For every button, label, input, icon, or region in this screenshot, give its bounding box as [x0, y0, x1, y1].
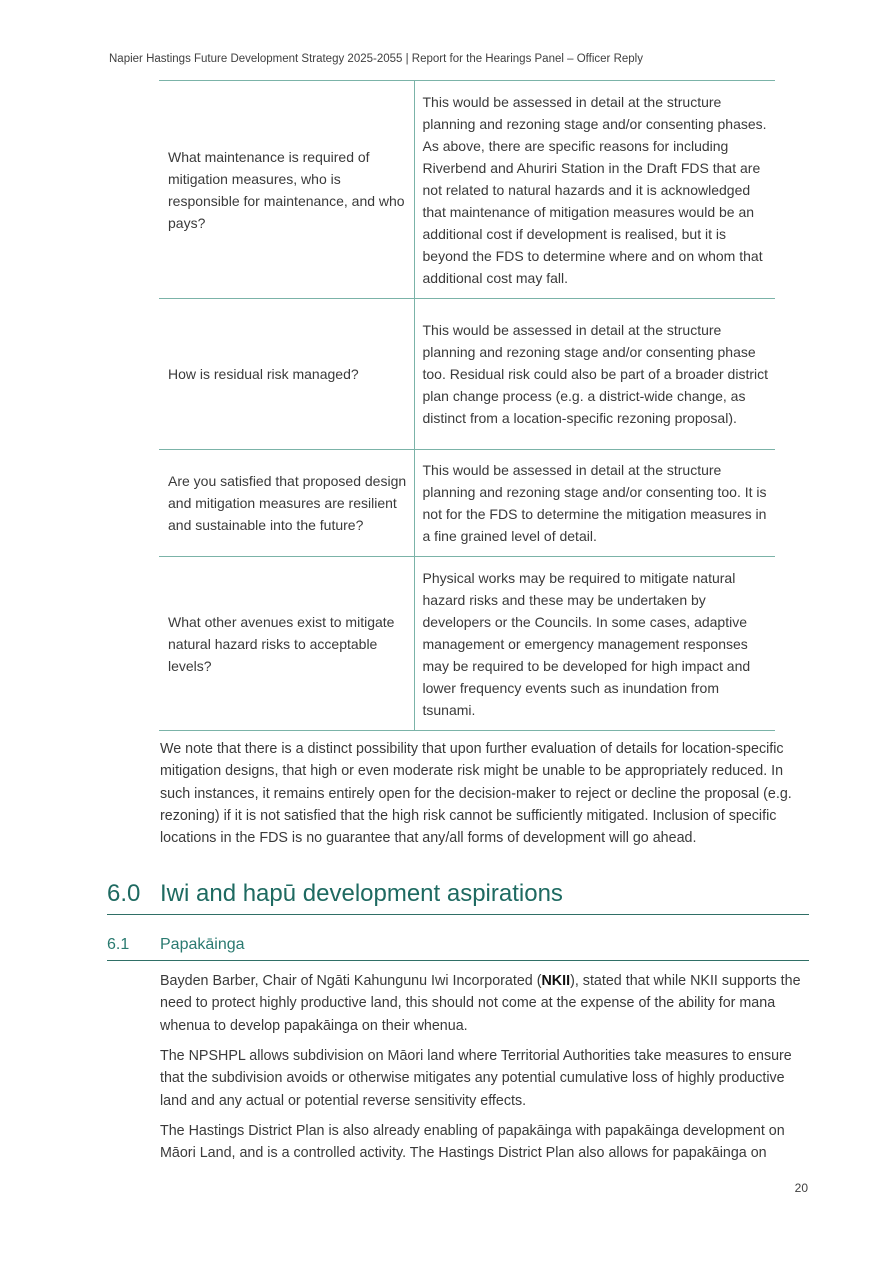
table-row: [159, 299, 775, 450]
bold-acronym: NKII: [541, 973, 571, 989]
running-header: Napier Hastings Future Development Strategy 2025-2055 | Report for the Hearings Panel – Officer Reply: [109, 53, 643, 65]
table-row: [159, 450, 775, 557]
section-number: 6.0: [107, 880, 141, 907]
question-cell: Are you satisfied that proposed design and mitigation measures are resilient and sustainable into the future?: [159, 450, 414, 557]
qa-table: [159, 80, 775, 731]
subsection-heading: [107, 932, 809, 961]
paragraph-text: Bayden Barber, Chair of Ngāti Kahungunu Iwi Incorporated (: [160, 973, 542, 989]
paragraph-nkii: [160, 970, 810, 1037]
subsection-title: Papakāinga: [160, 936, 245, 953]
question-cell: How is residual risk managed?: [159, 299, 414, 450]
question-cell: What other avenues exist to mitigate natural hazard risks to acceptable levels?: [159, 557, 414, 731]
table-row: [159, 81, 775, 299]
answer-cell: This would be assessed in detail at the structure planning and rezoning stage and/or consenting phase too. Residual risk could also be part of a broader district plan change process (e.g. a district-wide change, as distinct from a location-specific rezoning proposal).: [414, 299, 775, 450]
question-cell: What maintenance is required of mitigation measures, who is responsible for maintenance, and who pays?: [159, 81, 414, 299]
section-title: Iwi and hapū development aspirations: [160, 880, 563, 907]
answer-cell: This would be assessed in detail at the structure planning and rezoning stage and/or consenting too. It is not for the FDS to determine the mitigation measures in a fine grained level of detail.: [414, 450, 775, 557]
paragraph-text: ), stated that while NKII supports the need to protect highly productive land, this should not come at the expense of the ability for mana whenua to develop papakāinga on their whenua.: [160, 973, 801, 1034]
subsection-number: 6.1: [107, 936, 130, 953]
answer-cell: This would be assessed in detail at the structure planning and rezoning stage and/or consenting phases. As above, there are specific reasons for including Riverbend and Ahuriri Station in the Draft FDS that are not related to natural hazards and it is acknowledged that maintenance of mitigation measures would be an additional cost if development is realised, but it is beyond the FDS to determine where and on whom that additional cost may fall.: [414, 81, 775, 299]
paragraph-npshpl: The NPSHPL allows subdivision on Māori land where Territorial Authorities take measures to ensure that the subdivision avoids or otherwise mitigates any potential cumulative loss of highly productive land and any actual or potential reverse sensitivity effects.: [160, 1048, 792, 1109]
paragraph-hastings: The Hastings District Plan is also already enabling of papakāinga with papakāinga development on Māori Land, and is a controlled activity. The Hastings District Plan also allows for papakāinga on: [160, 1123, 785, 1162]
section-heading: [107, 874, 809, 915]
page-number: 20: [794, 1181, 808, 1195]
table-row: [159, 557, 775, 731]
paragraph-after-table: We note that there is a distinct possibility that upon further evaluation of details for location-specific mitigation designs, that high or even moderate risk might be unable to be appropriately reduced. In such instances, it remains entirely open for the decision-maker to reject or decline the proposal (e.g. rezoning) if it is not satisfied that the high risk cannot be sufficiently mitigated. Inclusion of specific locations in the FDS is no guarantee that any/all forms of development will go ahead.: [160, 741, 792, 847]
answer-cell: Physical works may be required to mitigate natural hazard risks and these may be undertaken by developers or the Councils. In some cases, adaptive management or emergency management responses may be required to be developed for high impact and lower frequency events such as inundation from tsunami.: [414, 557, 775, 731]
